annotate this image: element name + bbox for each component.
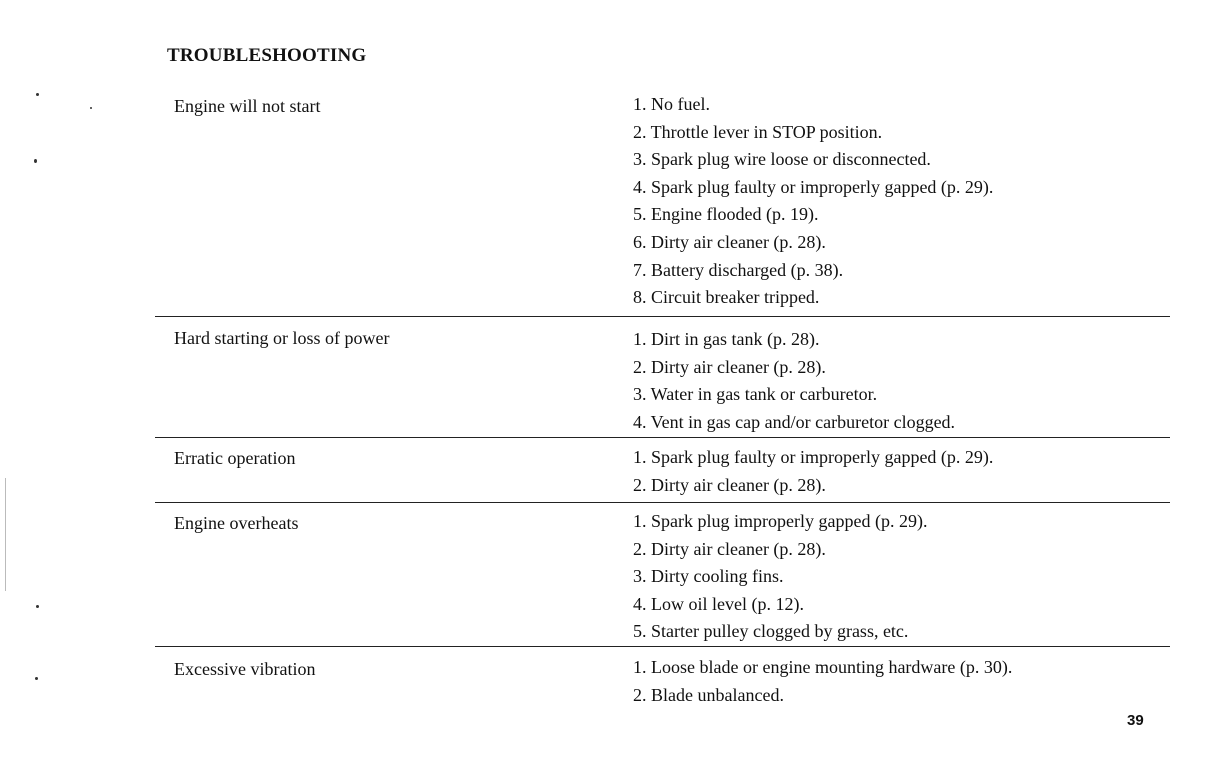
scan-edge-line [5, 478, 6, 591]
cause-item: 6. Dirty air cleaner (p. 28). [633, 231, 826, 252]
cause-item: 4. Vent in gas cap and/or carburetor clogged. [633, 411, 956, 432]
cause-item: 1. Spark plug improperly gapped (p. 29). [633, 511, 928, 531]
trouble-section-engine-will-not-start [155, 90, 1170, 315]
cause-item: 1. No fuel. [633, 94, 710, 114]
trouble-section-engine-overheats [155, 502, 1170, 646]
cause-item: 2. Dirty air cleaner (p. 28). [633, 356, 826, 377]
cause-item: 5. Starter pulley clogged by grass, etc. [633, 621, 909, 642]
cause-item: 1. Dirt in gas tank (p. 28). [633, 329, 820, 349]
cause-item: 1. Loose blade or engine mounting hardware (p. 30). [633, 657, 1013, 677]
symptom-label: Engine overheats [174, 513, 299, 533]
cause-item: 7. Battery discharged (p. 38). [633, 259, 844, 280]
cause-item: 3. Dirty cooling fins. [633, 566, 784, 587]
cause-item: 3. Water in gas tank or carburetor. [633, 384, 878, 405]
trouble-section-excessive-vibration [155, 646, 1170, 713]
trouble-section-erratic-operation [155, 437, 1170, 502]
scan-speck [34, 159, 37, 163]
cause-list [633, 508, 927, 646]
cause-list [633, 654, 1012, 709]
symptom-label: Engine will not start [174, 96, 321, 116]
cause-item: 2. Blade unbalanced. [633, 684, 784, 705]
symptom-label: Erratic operation [174, 448, 296, 468]
cause-item: 1. Spark plug faulty or improperly gapped (p. 29). [633, 447, 994, 467]
scan-speck [90, 107, 92, 109]
cause-item: 2. Dirty air cleaner (p. 28). [633, 474, 826, 495]
cause-item: 4. Spark plug faulty or improperly gapped (p. 29). [633, 176, 994, 197]
cause-item: 3. Spark plug wire loose or disconnected. [633, 149, 931, 170]
cause-list [633, 91, 993, 312]
page-number: 39 [1127, 712, 1144, 729]
trouble-section-hard-starting [155, 316, 1170, 437]
cause-item: 2. Dirty air cleaner (p. 28). [633, 538, 826, 559]
scan-speck [36, 605, 39, 608]
cause-list [633, 444, 993, 499]
page-title: TROUBLESHOOTING [167, 45, 367, 66]
cause-item: 8. Circuit breaker tripped. [633, 287, 820, 308]
scan-speck [36, 93, 39, 96]
scan-speck [35, 677, 38, 680]
symptom-label: Excessive vibration [174, 659, 316, 679]
cause-item: 2. Throttle lever in STOP position. [633, 121, 883, 142]
cause-item: 5. Engine flooded (p. 19). [633, 204, 819, 225]
symptom-label: Hard starting or loss of power [174, 328, 390, 348]
cause-list [633, 326, 955, 436]
cause-item: 4. Low oil level (p. 12). [633, 593, 804, 614]
